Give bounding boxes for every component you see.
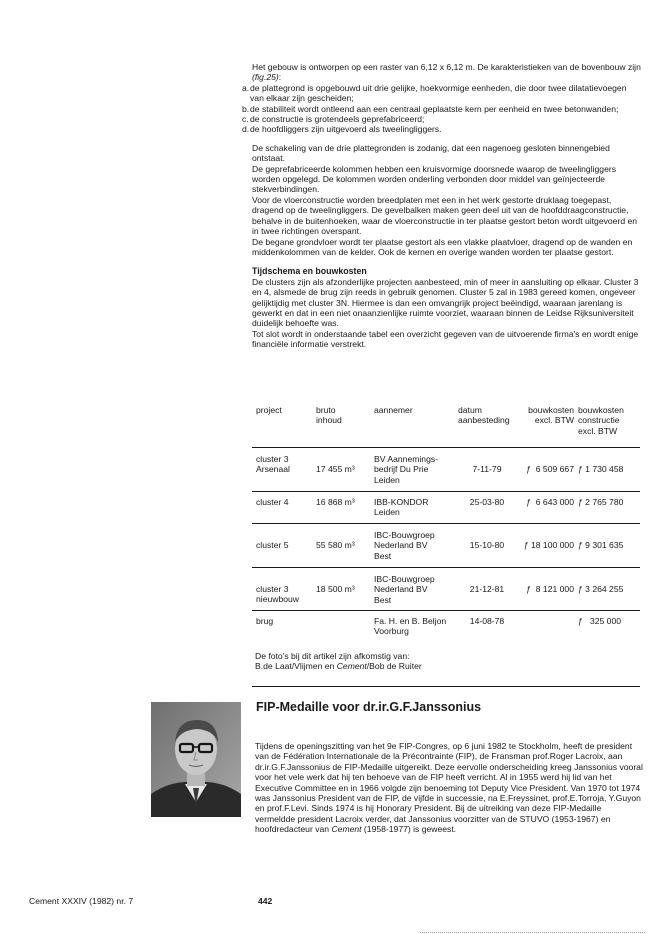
table-header [252, 399, 640, 448]
body-paragraph: Voor de vloerconstructie worden breedplaten met een in het werk gestorte druklaag toegepast, dragend op de tweelingliggers. De gevelbalken maken geen deel uit van de hoofddraagconstructie, behalve in de buitenhoeken, waar de vloerconstructie in ter plaatse gestort beton wordt uitgevoerd en in twee richtingen overspant. [252, 194, 638, 237]
table-row [252, 524, 640, 568]
cell-bouwkosten: ƒ 6 643 000 [526, 497, 574, 507]
article-italic: Cement [331, 824, 362, 835]
list-item [242, 83, 642, 104]
journal-footer: Cement XXXIV (1982) nr. 7 [29, 896, 134, 906]
portrait-image [151, 702, 241, 817]
table-row [252, 611, 640, 641]
list-item [242, 124, 642, 134]
cell-line: IBB-KONDOR [374, 497, 429, 507]
credits-text: B.de Laat/Vlijmen en [255, 661, 337, 672]
section-divider [252, 686, 640, 687]
list-item [242, 114, 642, 124]
cell-aannemer [374, 574, 456, 605]
cell-line: IBC-Bouwgroep [374, 530, 435, 540]
header-line: constructie [578, 415, 620, 426]
cell-constructie: ƒ 325 000 [578, 616, 622, 626]
list-item-text: de stabiliteit wordt ontleend aan een centraal geplaatste kern per eenheid en twee betonwanden; [250, 103, 619, 114]
figure-reference: (fig.25) [252, 72, 279, 83]
photo-credits [255, 651, 635, 672]
cell-bruto: 16 868 m³ [316, 497, 355, 507]
list-item-text: de plattegrond is opgebouwd uit drie gelijke, hoekvormige eenheden, die door twee dilatatievoegen van elkaar zijn gescheiden; [250, 82, 627, 104]
header-line: bouwkosten [578, 405, 624, 415]
header-line: bouwkosten [528, 405, 574, 415]
cell-line: brug [256, 616, 274, 626]
cell-datum: 15-10-80 [469, 540, 505, 550]
cell-constructie: ƒ 2 765 780 [578, 497, 624, 507]
cell-datum: 25-03-80 [469, 497, 505, 507]
cell-datum: 7-11-79 [472, 464, 502, 474]
credits-text: /Bob de Ruiter [366, 661, 422, 672]
page-number: 442 [258, 896, 273, 906]
article-column [242, 62, 642, 350]
cell-bruto: 18 500 m³ [316, 584, 355, 594]
header-project: project [256, 405, 282, 415]
cell-bruto: 17 455 m³ [316, 464, 355, 474]
cell-line: bedrijf Du Prie [374, 464, 429, 475]
body-paragraph: De schakeling van de drie plattegronden is zodanig, dat een nagenoeg gesloten binnengebied ontstaat. [252, 142, 610, 164]
list-marker: c. [242, 114, 249, 125]
list-item-text: de constructie is grotendeels geprefabriceerd; [250, 114, 425, 125]
cell-line: Nederland BV [374, 540, 428, 551]
cell-bouwkosten: ƒ 18 100 000 [523, 540, 574, 550]
table-row [252, 448, 640, 492]
cell-project [256, 540, 314, 550]
header-bouwkosten [518, 405, 574, 426]
credits-line [255, 661, 635, 671]
cell-aannemer [374, 530, 456, 561]
table-row [252, 568, 640, 611]
cell-aannemer [374, 454, 456, 485]
header-line: bruto [316, 405, 336, 415]
article-text: Tijdens de openingszitting van het 9e FIP-Congres, op 6 juni 1982 te Stockholm, heeft de president van de Fédération Internationale de la Précontrainte (FIP), de Fransman prof.Roger Lacroix, aan dr.ir.G.F.Janssonius de FIP-Medaille uitgereikt. Deze eervolle onderscheiding kreeg Janssonius vooral voor het vele werk dat hij ten behoeve van de FIP heeft verricht. Al in 1955 werd hij lid van het Executive Committee en in 1966 volgde zijn benoeming tot Deputy Vice President. Van 1970 tot 1974 was Janssonius President van de FIP, de vijfde in successie, na E.Freyssinet, prof.E.Torroja, Y.Guyon en prof.F.Levi. Sinds 1974 is hij Honorary President. Bij de uitreiking van deze FIP-Medaille vermeldde president Lacroix verder, dat Janssonius voorzitter van de STUVO (1953-1967) en hoofdredacteur van [255, 741, 643, 835]
portrait-photo [151, 702, 241, 817]
cost-table [252, 399, 640, 641]
credits-line: De foto's bij dit artikel zijn afkomstig van: [255, 651, 410, 661]
cell-line: Voorburg [374, 626, 409, 637]
footer-divider [420, 932, 645, 933]
cell-aannemer [374, 497, 456, 518]
list-marker: a. [242, 82, 250, 93]
cell-line: Arsenaal [256, 464, 290, 475]
cell-project [256, 497, 314, 507]
schedule-paragraph: De clusters zijn als afzonderlijke projecten aanbesteed, min of meer in aansluiting op elkaar. Cluster 3 en 4, alsmede de brug zijn reeds in gebruik genomen. Cluster 5 zal in 1983 gereed komen, ongeveer gelijktijdig met cluster 3N. Hiermee is dan een omvangrijk project beëindigd, waaraan jarenlang is gewerkt en dat in een niet onaanzienlijke ruimte voorziet, waaraan binnen de Leidse Rijksuniversiteit duidelijk behoefte was. [252, 276, 639, 329]
table-row [252, 492, 640, 524]
header-line: aanbesteding [458, 415, 510, 426]
intro-paragraph [252, 62, 642, 83]
list-item-text: de hoofdliggers zijn uitgevoerd als tweelingliggers. [250, 124, 442, 135]
cell-line: Fa. H. en B. Beljon [374, 616, 447, 626]
cell-bruto: 55 580 m³ [316, 540, 355, 550]
list-marker: b. [242, 103, 250, 114]
cell-datum: 21-12-81 [469, 584, 505, 594]
list-item [242, 104, 642, 114]
credits-italic: Cement [336, 661, 367, 672]
header-aannemer: aannemer [374, 405, 413, 415]
cell-line: nieuwbouw [256, 594, 299, 605]
header-datum [458, 405, 516, 426]
characteristics-list [242, 82, 642, 135]
article-paragraph [255, 741, 643, 835]
cell-project [256, 584, 314, 605]
article-text: (1958-1977) is geweest. [361, 824, 457, 835]
cell-line: cluster 4 [256, 497, 289, 507]
header-line: excl. BTW [578, 425, 618, 436]
cell-line: cluster 5 [256, 540, 289, 550]
article-title: FIP-Medaille voor dr.ir.G.F.Janssonius [256, 700, 482, 714]
cell-project [256, 616, 314, 626]
intro-lead-end: : [278, 72, 282, 83]
article-body [255, 741, 643, 835]
body-paragraph: De begane grondvloer wordt ter plaatse gestort als een vlakke plaatvloer, dragend op de wanden en middenkolommen van de kelder. Ook de kernen en overige wanden worden ter plaatse gestort. [252, 236, 633, 257]
intro-lead: Het gebouw is ontworpen op een raster van 6,12 x 6,12 m. De karakteristieken van de bovenbouw zijn [252, 62, 641, 72]
cell-line: Best [374, 594, 392, 605]
cell-line: Leiden [374, 474, 400, 485]
cell-project [256, 454, 314, 475]
cell-line: Best [374, 550, 392, 561]
cell-line: Leiden [374, 507, 400, 518]
section-heading: Tijdschema en bouwkosten [252, 266, 367, 277]
header-bruto-inhoud [316, 405, 372, 426]
cell-line: cluster 3 [256, 454, 289, 464]
cell-line: IBC-Bouwgroep [374, 574, 435, 584]
cell-constructie: ƒ 3 264 255 [578, 584, 624, 594]
header-bouwkosten-constructie [578, 405, 640, 436]
cell-line: Nederland BV [374, 584, 428, 595]
body-paragraph: De geprefabriceerde kolommen hebben een kruisvormige doorsnede waarop de tweelingliggers worden opgelegd. De kolommen worden onderling verbonden door middel van geïnjecteerde stekverbindingen. [252, 163, 617, 195]
list-marker: d. [242, 124, 250, 135]
cell-constructie: ƒ 9 301 635 [578, 540, 624, 550]
header-line: excl. BTW [534, 415, 574, 426]
header-line: datum [458, 405, 482, 415]
header-line: inhoud [316, 415, 342, 426]
cell-line: BV Aannemings- [374, 454, 439, 464]
cell-bouwkosten: ƒ 6 509 667 [526, 464, 574, 474]
cell-aannemer [374, 616, 456, 637]
cell-line: cluster 3 [256, 584, 289, 594]
cell-constructie: ƒ 1 730 458 [578, 464, 624, 474]
cell-bouwkosten: ƒ 8 121 000 [526, 584, 574, 594]
cell-datum: 14-08-78 [469, 616, 505, 626]
schedule-paragraph-2: Tot slot wordt in onderstaande tabel een overzicht gegeven van de uitvoerende firma's en wordt enige financiële informatie verstrekt. [252, 328, 639, 350]
